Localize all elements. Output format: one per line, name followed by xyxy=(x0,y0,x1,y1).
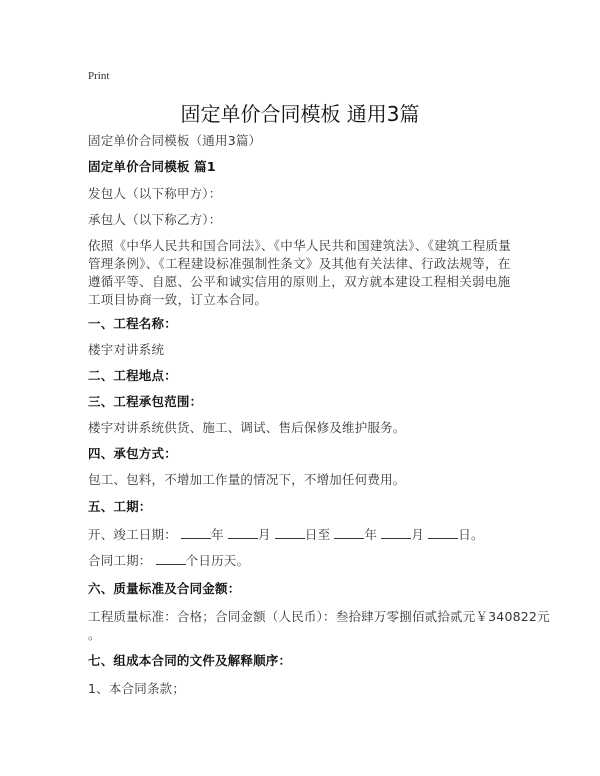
duration-blank xyxy=(156,552,186,565)
start-month-blank xyxy=(228,526,258,539)
day-end-label: 日。 xyxy=(458,527,484,542)
year-label: 年 xyxy=(211,527,224,542)
party-b: 承包人（以下称乙方）： xyxy=(88,212,222,227)
clause-heading-6: 六、质量标准及合同金额： xyxy=(88,581,241,596)
clause-body-7: 1、本合同条款； xyxy=(88,681,186,696)
clause-heading-4: 四、承包方式： xyxy=(88,446,177,461)
schedule-duration xyxy=(88,552,249,570)
clause-body-3: 楼宇对讲系统供货、施工、调试、售后保修及维护服务。 xyxy=(88,420,406,435)
print-label: Print xyxy=(88,70,110,82)
clause-body-1: 楼宇对讲系统 xyxy=(88,342,165,357)
duration-label: 合同工期： xyxy=(88,553,152,568)
clause-body-6: 工程质量标准：合格；合同金额（人民币）：叁拾肆万零捌佰贰拾贰元￥340822元 xyxy=(88,609,550,624)
end-year-blank xyxy=(334,526,364,539)
end-day-blank xyxy=(428,526,458,539)
clause-heading-2: 二、工程地点： xyxy=(88,368,177,383)
party-a: 发包人（以下称甲方）： xyxy=(88,186,222,201)
start-year-blank xyxy=(181,526,211,539)
duration-suffix: 个日历天。 xyxy=(185,553,250,568)
day-to-label: 日至 xyxy=(304,527,331,542)
clause-body-4: 包工、包料，不增加工作量的情况下，不增加任何费用。 xyxy=(88,472,406,487)
clause-body-6-cont: 。 xyxy=(88,627,101,642)
schedule-dates xyxy=(88,526,484,544)
month-label: 月 xyxy=(411,527,425,542)
clause-heading-7: 七、组成本合同的文件及解释顺序： xyxy=(88,653,292,668)
section-heading: 固定单价合同模板 篇1 xyxy=(88,159,216,174)
end-month-blank xyxy=(381,526,411,539)
month-label: 月 xyxy=(257,527,271,542)
year-label: 年 xyxy=(364,527,378,542)
start-day-blank xyxy=(275,526,305,539)
document-title: 固定单价合同模板 通用3篇 xyxy=(180,102,420,126)
clause-heading-1: 一、工程名称： xyxy=(88,316,177,331)
document-subtitle: 固定单价合同模板（通用3篇） xyxy=(88,133,262,148)
dates-label: 开、竣工日期： xyxy=(88,527,177,542)
clause-heading-5: 五、工期： xyxy=(88,499,152,514)
preamble-paragraph: 依照《中华人民共和国合同法》、《中华人民共和国建筑法》、《建筑工程质量管理条例》、《工程建设标准强制性条文》及其他有关法律、行政法规等，在遵循平等、自愿、公平和诚实信用的原则上，双方就本建设工程相关弱电施工项目协商一致，订立本合同。 xyxy=(88,238,512,307)
clause-heading-3: 三、工程承包范围： xyxy=(88,394,203,409)
